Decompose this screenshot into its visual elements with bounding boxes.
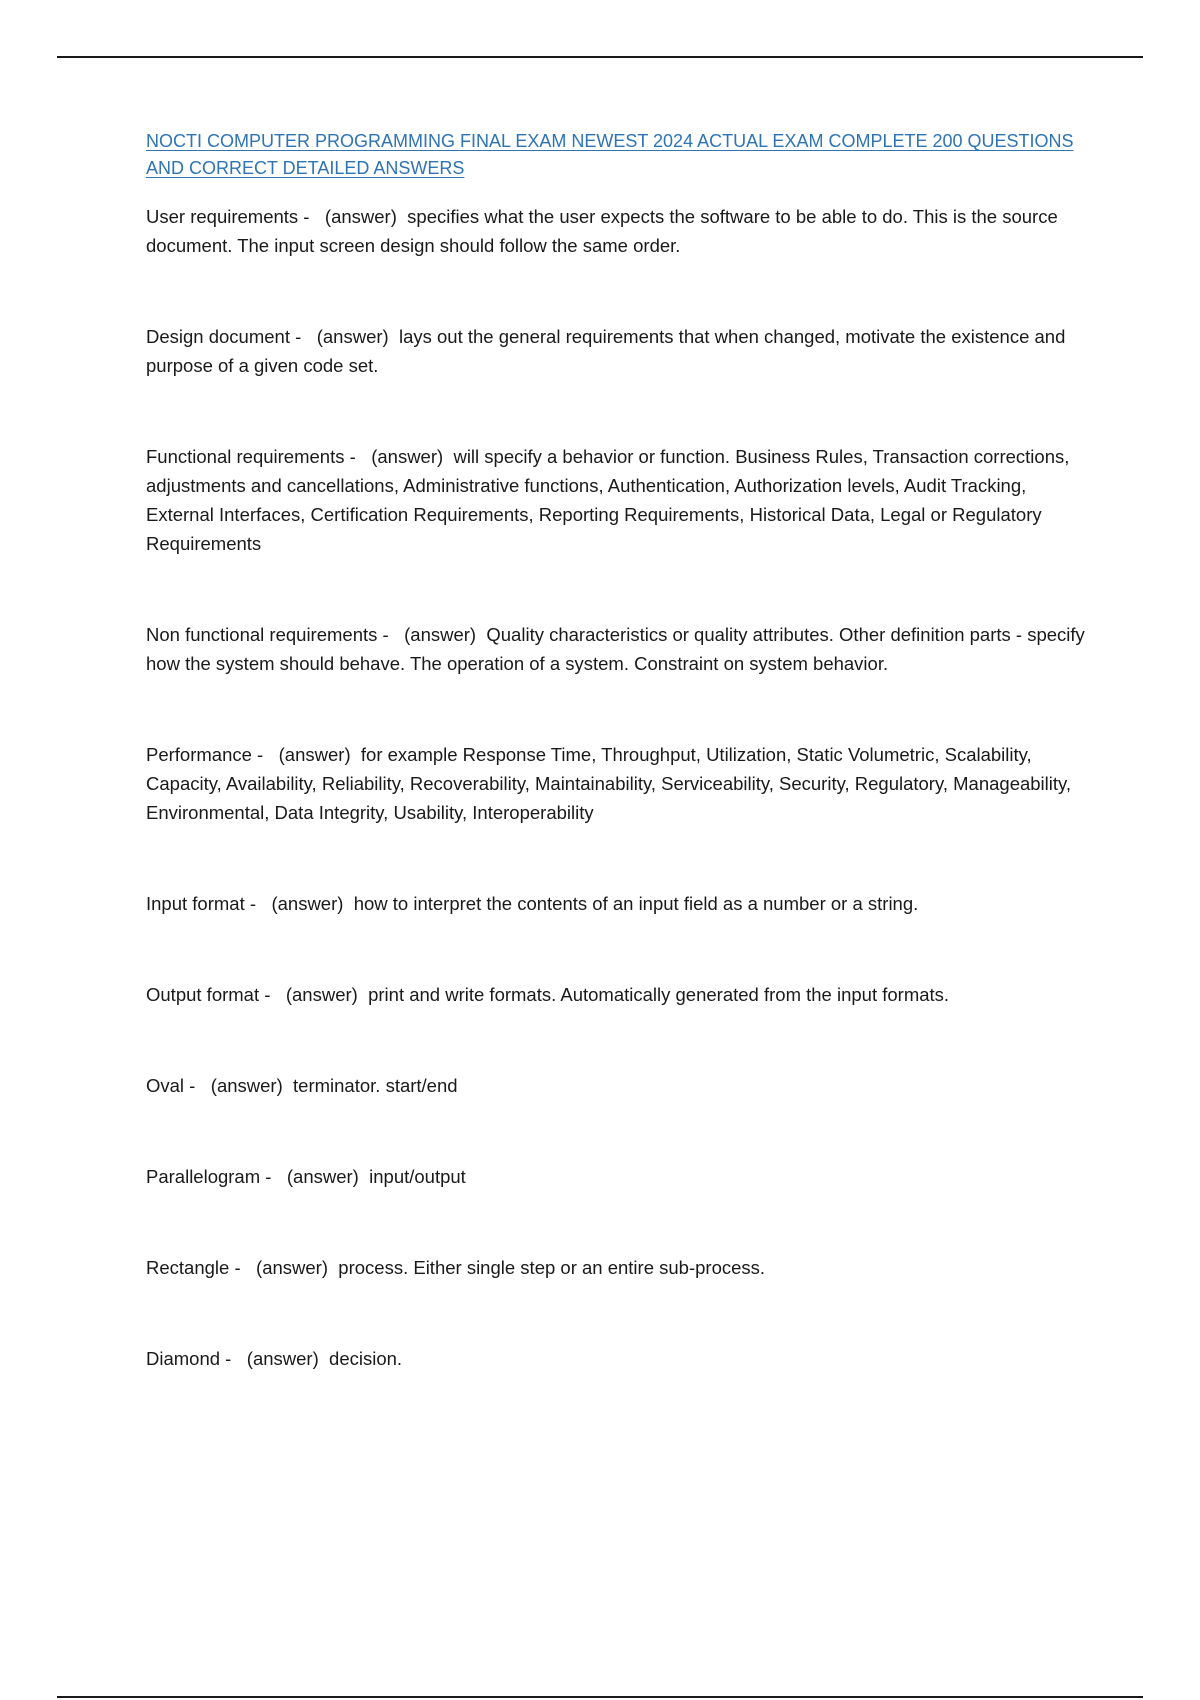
entry-separator: -	[259, 984, 276, 1005]
qa-list	[146, 202, 1096, 1373]
entry-term: Rectangle	[146, 1257, 230, 1278]
answer-tag: (answer)	[371, 446, 444, 467]
qa-entry	[146, 1071, 1096, 1100]
entry-separator: -	[184, 1075, 201, 1096]
entry-term: Diamond	[146, 1348, 221, 1369]
qa-entry	[146, 889, 1096, 918]
answer-tag: (answer)	[256, 1257, 329, 1278]
qa-entry	[146, 620, 1096, 678]
entry-separator: -	[229, 1257, 246, 1278]
entry-term: Functional requirements	[146, 446, 345, 467]
qa-entry	[146, 1344, 1096, 1373]
entry-separator: -	[260, 1166, 277, 1187]
entry-definition: for example Response Time, Throughput, Utilization, Static Volumetric, Scalability, Capacity, Availability, Reliability, Recoverability, Maintainability, Serviceability, Security, Regulatory, Manageability, Environmental, Data Integrity, Usability, Interoperability	[146, 744, 1072, 823]
entry-separator: -	[344, 446, 361, 467]
entry-separator: -	[244, 893, 262, 914]
document-body	[146, 128, 1096, 1435]
qa-entry	[146, 322, 1096, 380]
entry-definition: Quality characteristics or quality attributes. Other definition parts - specify how the system should behave. The operation of a system. Constraint on system behavior.	[146, 624, 1085, 674]
entry-term: Design document	[146, 326, 290, 347]
answer-tag: (answer)	[246, 1348, 319, 1369]
entry-term: Oval	[146, 1075, 185, 1096]
qa-entry	[146, 1162, 1096, 1191]
answer-tag: (answer)	[316, 326, 389, 347]
entry-separator: -	[298, 206, 315, 227]
entry-term: Output format	[146, 984, 260, 1005]
answer-tag: (answer)	[278, 744, 351, 765]
entry-term: Non functional requirements	[146, 624, 378, 645]
qa-entry	[146, 1253, 1096, 1282]
entry-definition: print and write formats. Automatically generated from the input formats.	[368, 984, 950, 1005]
document-title-text: NOCTI COMPUTER PROGRAMMING FINAL EXAM NEWEST 2024 ACTUAL EXAM COMPLETE 200 QUESTIONS AND CORRECT DETAILED ANSWERS	[146, 131, 1074, 178]
top-rule	[57, 56, 1143, 58]
entry-term: User requirements	[146, 206, 299, 227]
qa-entry	[146, 442, 1096, 558]
document-title[interactable]	[146, 128, 1096, 182]
entry-separator: -	[220, 1348, 237, 1369]
qa-entry	[146, 202, 1096, 260]
entry-term: Input format	[146, 893, 245, 914]
entry-separator: -	[251, 744, 269, 765]
entry-definition: specifies what the user expects the software to be able to do. This is the source document. The input screen design should follow the same order.	[146, 206, 1058, 256]
bottom-rule	[57, 1696, 1143, 1698]
entry-term: Parallelogram	[146, 1166, 261, 1187]
answer-tag: (answer)	[324, 206, 397, 227]
entry-definition: will specify a behavior or function. Business Rules, Transaction corrections, adjustments and cancellations, Administrative functions, Authentication, Authorization levels, Audit Tracking, External Interfaces, Certification Requirements, Reporting Requirements, Historical Data, Legal or Regulatory Requirements	[146, 446, 1070, 554]
answer-tag: (answer)	[285, 984, 358, 1005]
entry-term: Performance	[146, 744, 252, 765]
entry-definition: process. Either single step or an entire sub-process.	[338, 1257, 766, 1278]
qa-entry	[146, 980, 1096, 1009]
entry-definition: how to interpret the contents of an input field as a number or a string.	[353, 893, 919, 914]
entry-definition: lays out the general requirements that when changed, motivate the existence and purpose of a given code set.	[146, 326, 1066, 376]
answer-tag: (answer)	[286, 1166, 359, 1187]
entry-separator: -	[289, 326, 307, 347]
entry-definition: terminator. start/end	[293, 1075, 458, 1096]
answer-tag: (answer)	[210, 1075, 283, 1096]
answer-tag: (answer)	[404, 624, 477, 645]
entry-definition: input/output	[369, 1166, 466, 1187]
answer-tag: (answer)	[271, 893, 344, 914]
entry-definition: decision.	[329, 1348, 403, 1369]
qa-entry	[146, 740, 1096, 827]
entry-separator: -	[377, 624, 394, 645]
